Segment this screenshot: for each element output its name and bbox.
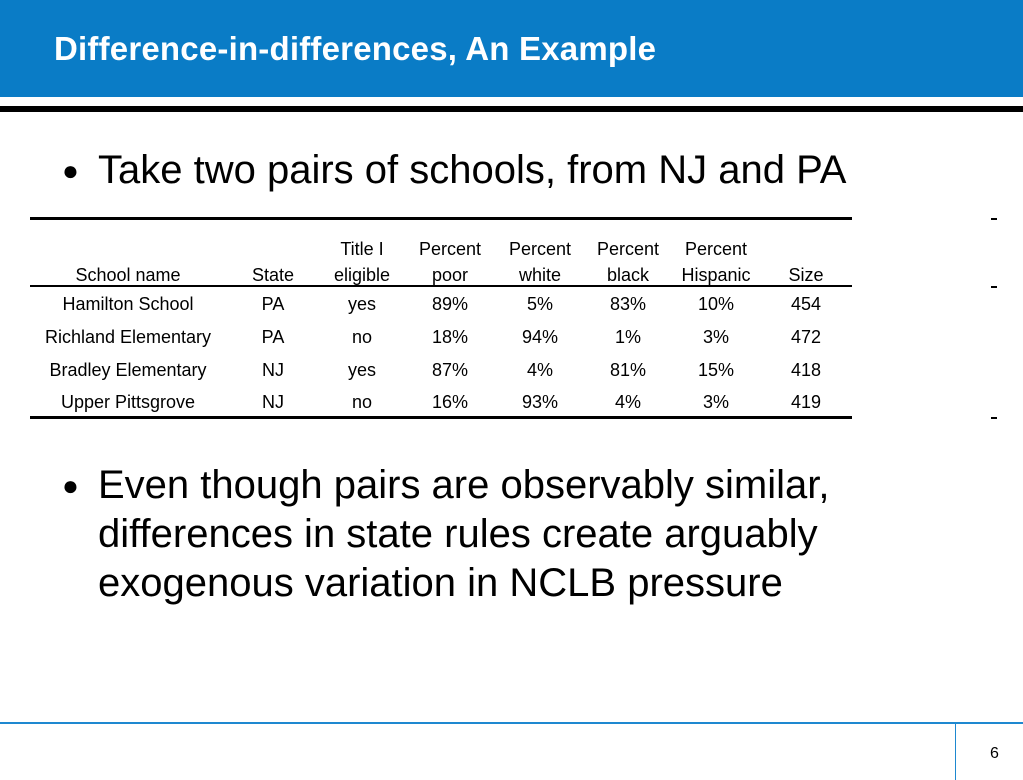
table-cell-percent-white: 4% — [526, 360, 553, 380]
table-edge-mark — [991, 286, 997, 288]
table-cell-percent-hispanic: 15% — [697, 360, 735, 380]
table-cell-state: PA — [261, 327, 285, 347]
header-state-line2: State — [251, 265, 295, 285]
table-cell-title-i-eligible: yes — [347, 360, 376, 380]
header-school-name-line2: School name — [75, 265, 181, 285]
table-cell-percent-white: 5% — [526, 294, 553, 314]
table-cell-school-name: Bradley Elementary — [49, 360, 207, 380]
header-percent-hispanic-line1: Percent — [684, 239, 748, 259]
bullet-dot-icon: ● — [62, 470, 79, 501]
slide-title: Difference-in-differences, An Example — [54, 30, 657, 67]
table-cell-school-name: Upper Pittsgrove — [60, 392, 196, 412]
title-divider — [0, 106, 1023, 112]
header-percent-white-line2: white — [518, 265, 562, 285]
table-cell-percent-poor: 89% — [431, 294, 469, 314]
header-percent-hispanic-line2: Hispanic — [681, 265, 751, 285]
header-title-i-eligible-line2: eligible — [333, 265, 391, 285]
table-cell-percent-poor: 87% — [431, 360, 469, 380]
header-percent-black-line2: black — [606, 265, 650, 285]
header-percent-white-line1: Percent — [508, 239, 572, 259]
table-cell-size: 454 — [790, 294, 822, 314]
bullet-text-1: Take two pairs of schools, from NJ and PA — [98, 148, 847, 192]
table-cell-percent-black: 4% — [614, 392, 641, 412]
table-cell-title-i-eligible: no — [351, 327, 373, 347]
table-cell-percent-hispanic: 3% — [702, 327, 729, 347]
header-title-i-eligible-line1: Title I — [340, 239, 384, 259]
bullet-dot-icon: ● — [62, 155, 79, 186]
header-percent-poor-line2: poor — [431, 265, 469, 285]
header-percent-black-line1: Percent — [596, 239, 660, 259]
table-cell-percent-black: 81% — [609, 360, 647, 380]
table-cell-state: PA — [261, 294, 285, 314]
table-edge-mark — [991, 218, 997, 220]
table-cell-percent-poor: 18% — [431, 327, 469, 347]
footer-line — [0, 722, 1023, 724]
table-cell-percent-black: 1% — [614, 327, 641, 347]
footer-divider — [955, 724, 956, 780]
table-cell-size: 418 — [790, 360, 822, 380]
table-cell-state: NJ — [262, 360, 284, 380]
table-top-rule — [30, 217, 852, 220]
table-cell-school-name: Richland Elementary — [44, 327, 212, 347]
table-cell-percent-white: 94% — [521, 327, 559, 347]
table-bottom-rule — [30, 416, 852, 419]
table-cell-title-i-eligible: yes — [347, 294, 376, 314]
table-cell-title-i-eligible: no — [351, 392, 373, 412]
table-cell-percent-hispanic: 10% — [697, 294, 735, 314]
table-cell-percent-black: 83% — [609, 294, 647, 314]
table-cell-state: NJ — [262, 392, 284, 412]
bullet-text-2: Even though pairs are observably similar, differences in state rules create arguably exogenous variation in NCLB pressure — [98, 463, 830, 605]
table-edge-mark — [991, 417, 997, 419]
header-percent-poor-line1: Percent — [418, 239, 482, 259]
title-bar — [0, 0, 1023, 97]
table-cell-school-name: Hamilton School — [62, 294, 194, 314]
header-size-line2: Size — [788, 265, 824, 285]
table-cell-size: 419 — [790, 392, 822, 412]
table-cell-percent-hispanic: 3% — [702, 392, 729, 412]
page-number: 6 — [990, 745, 999, 762]
table-cell-percent-white: 93% — [521, 392, 559, 412]
table-cell-size: 472 — [790, 327, 822, 347]
table-cell-percent-poor: 16% — [431, 392, 469, 412]
